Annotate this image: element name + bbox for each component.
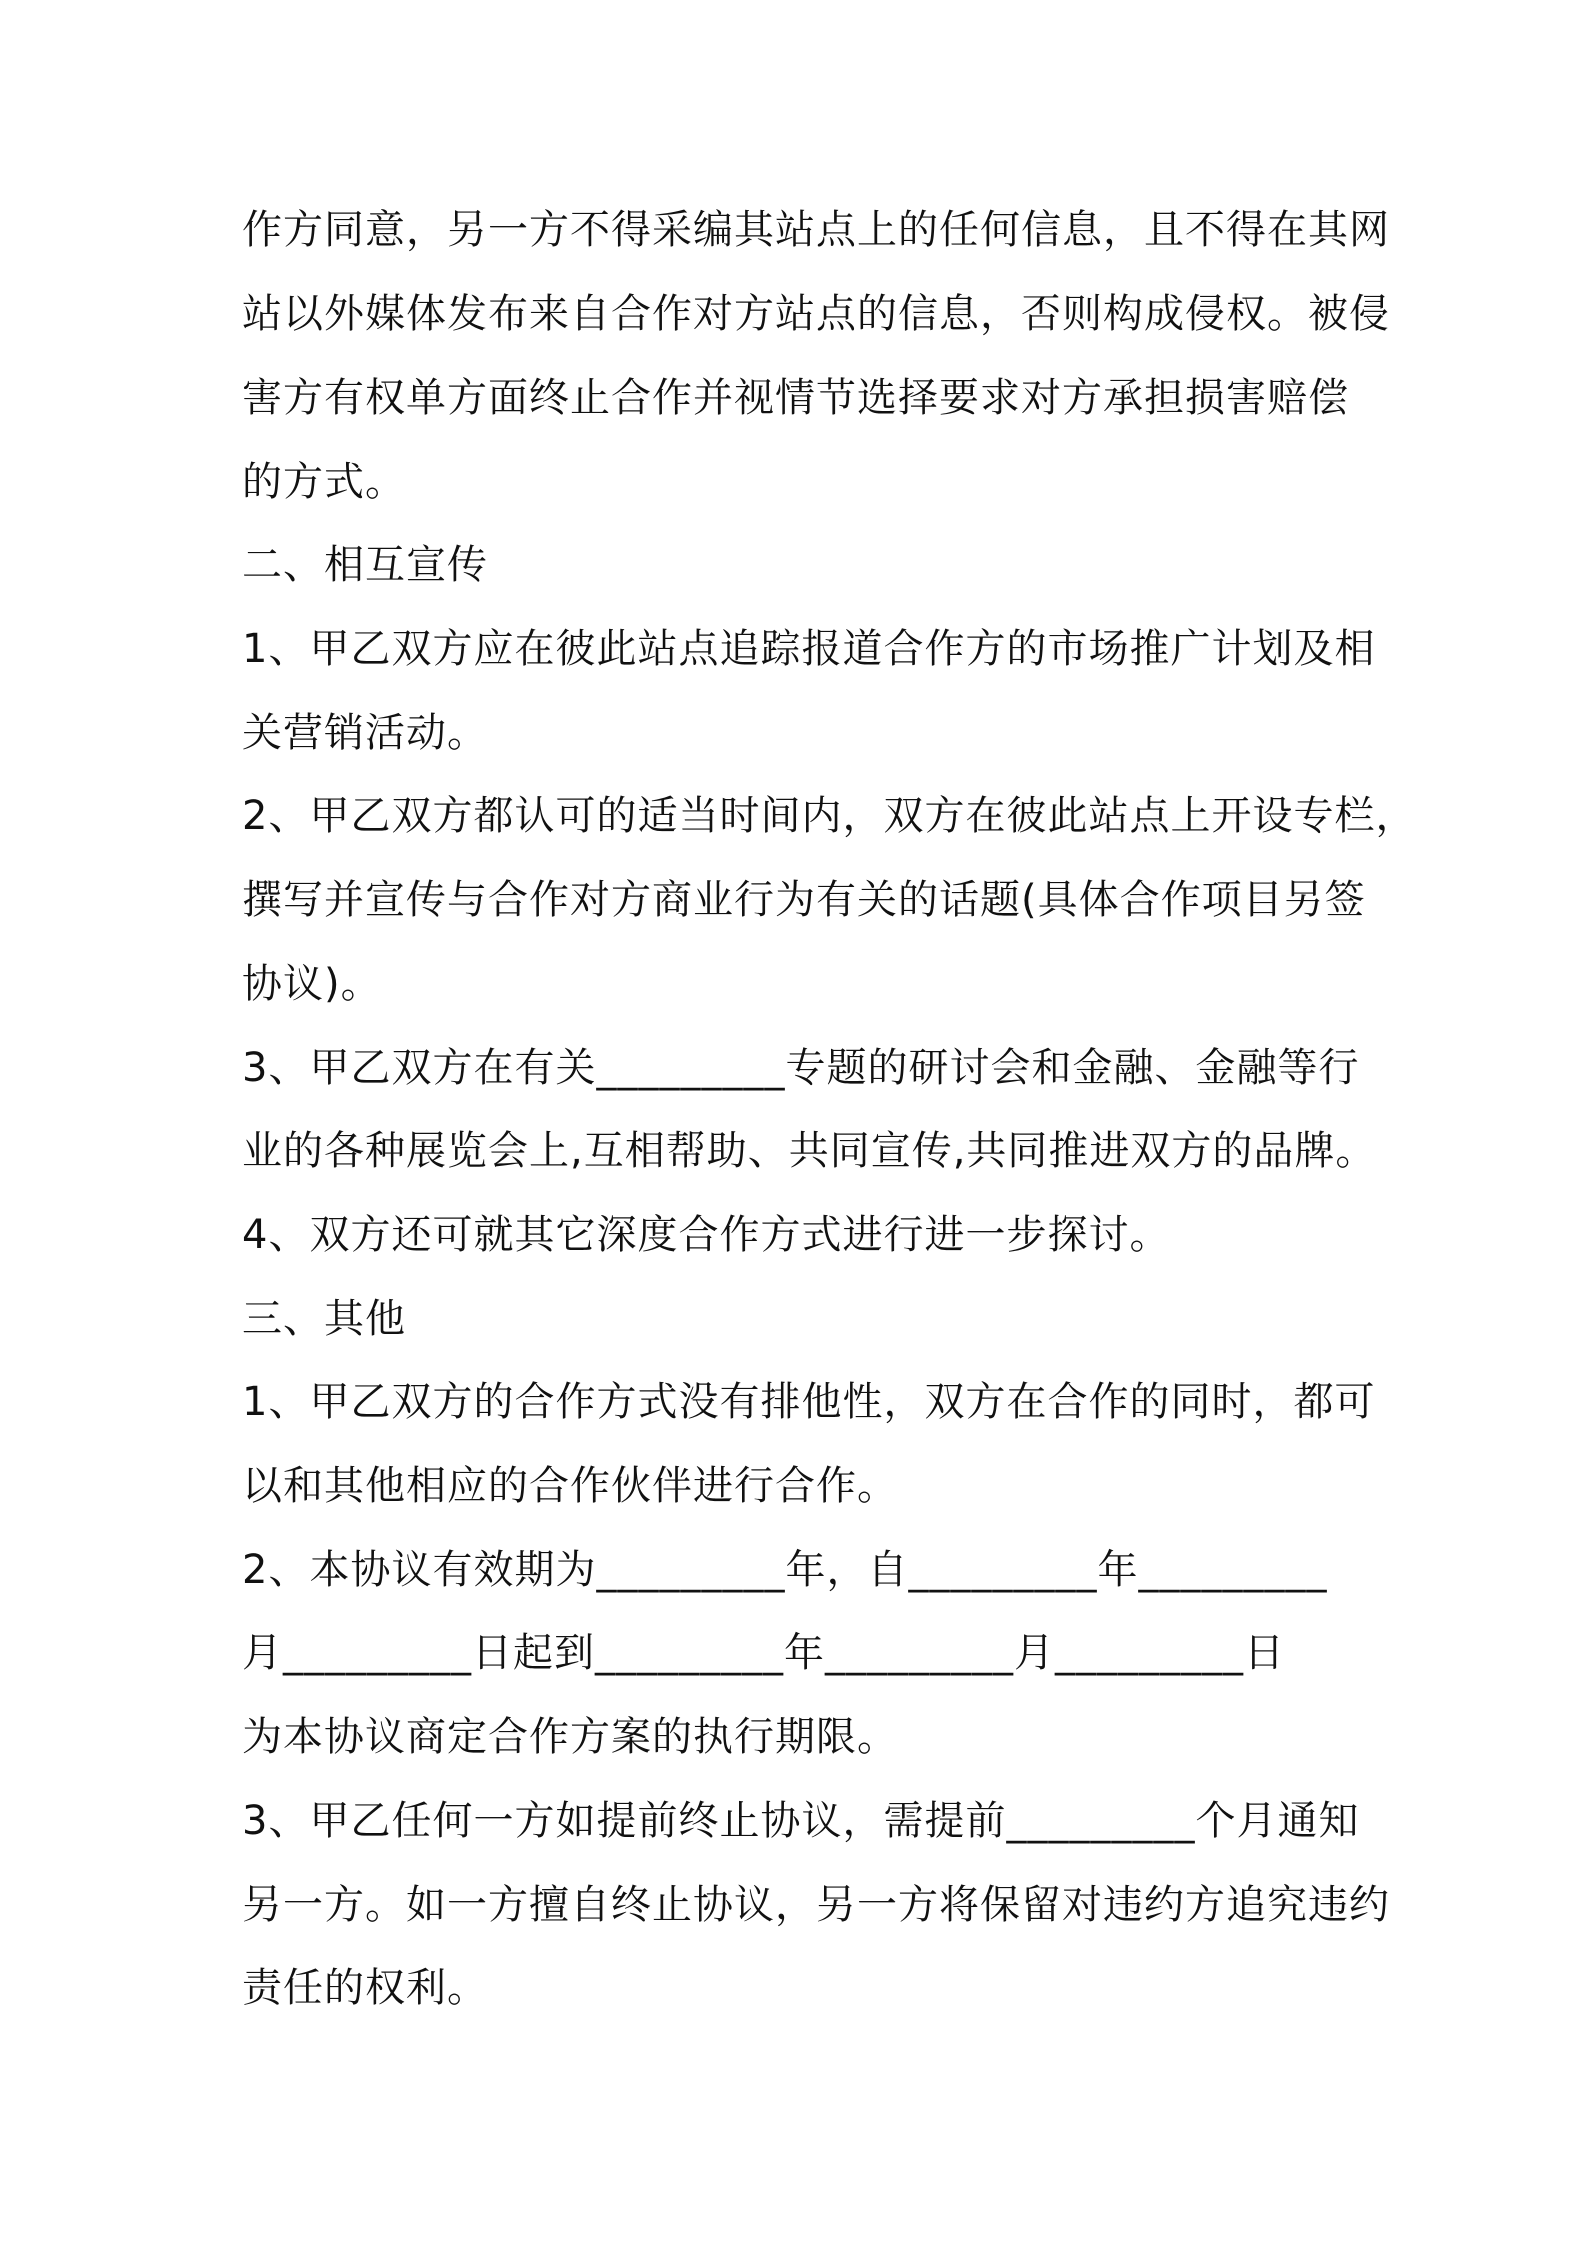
paragraph-line: 的方式。 bbox=[242, 459, 406, 505]
paragraph-line: 撰写并宣传与合作对方商业行为有关的话题(具体合作项目另签 bbox=[242, 877, 1366, 923]
paragraph-line: 作方同意，另一方不得采编其站点上的任何信息，且不得在其网 bbox=[242, 207, 1390, 253]
paragraph-line: 害方有权单方面终止合作并视情节选择要求对方承担损害赔偿 bbox=[242, 375, 1349, 421]
paragraph-line: 站以外媒体发布来自合作对方站点的信息，否则构成侵权。被侵 bbox=[242, 291, 1390, 337]
paragraph-line: 关营销活动。 bbox=[242, 710, 488, 756]
section-heading: 三、其他 bbox=[242, 1296, 406, 1342]
section-heading: 二、相互宣传 bbox=[242, 542, 488, 588]
paragraph-line: 4、双方还可就其它深度合作方式进行进一步探讨。 bbox=[242, 1212, 1171, 1258]
paragraph-line: 业的各种展览会上,互相帮助、共同宣传,共同推进双方的品牌。 bbox=[242, 1128, 1377, 1174]
paragraph-line: 另一方。如一方擅自终止协议，另一方将保留对违约方追究违约 bbox=[242, 1882, 1390, 1928]
paragraph-line: 1、甲乙双方应在彼此站点追踪报道合作方的市场推广计划及相 bbox=[242, 626, 1376, 672]
paragraph-line: 2、本协议有效期为_________年，自_________年_________ bbox=[242, 1547, 1328, 1593]
paragraph-line: 协议)。 bbox=[242, 961, 382, 1007]
paragraph-line: 1、甲乙双方的合作方式没有排他性，双方在合作的同时，都可 bbox=[242, 1379, 1376, 1425]
paragraph-line: 为本协议商定合作方案的执行期限。 bbox=[242, 1714, 898, 1760]
paragraph-line: 2、甲乙双方都认可的适当时间内，双方在彼此站点上开设专栏， bbox=[242, 793, 1417, 839]
paragraph-line: 3、甲乙双方在有关_________专题的研讨会和金融、金融等行 bbox=[242, 1045, 1360, 1091]
paragraph-line: 责任的权利。 bbox=[242, 1965, 488, 2011]
paragraph-line: 月_________日起到_________年_________月_________日 bbox=[242, 1630, 1285, 1676]
paragraph-line: 3、甲乙任何一方如提前终止协议，需提前_________个月通知 bbox=[242, 1798, 1360, 1844]
paragraph-line: 以和其他相应的合作伙伴进行合作。 bbox=[242, 1463, 898, 1509]
